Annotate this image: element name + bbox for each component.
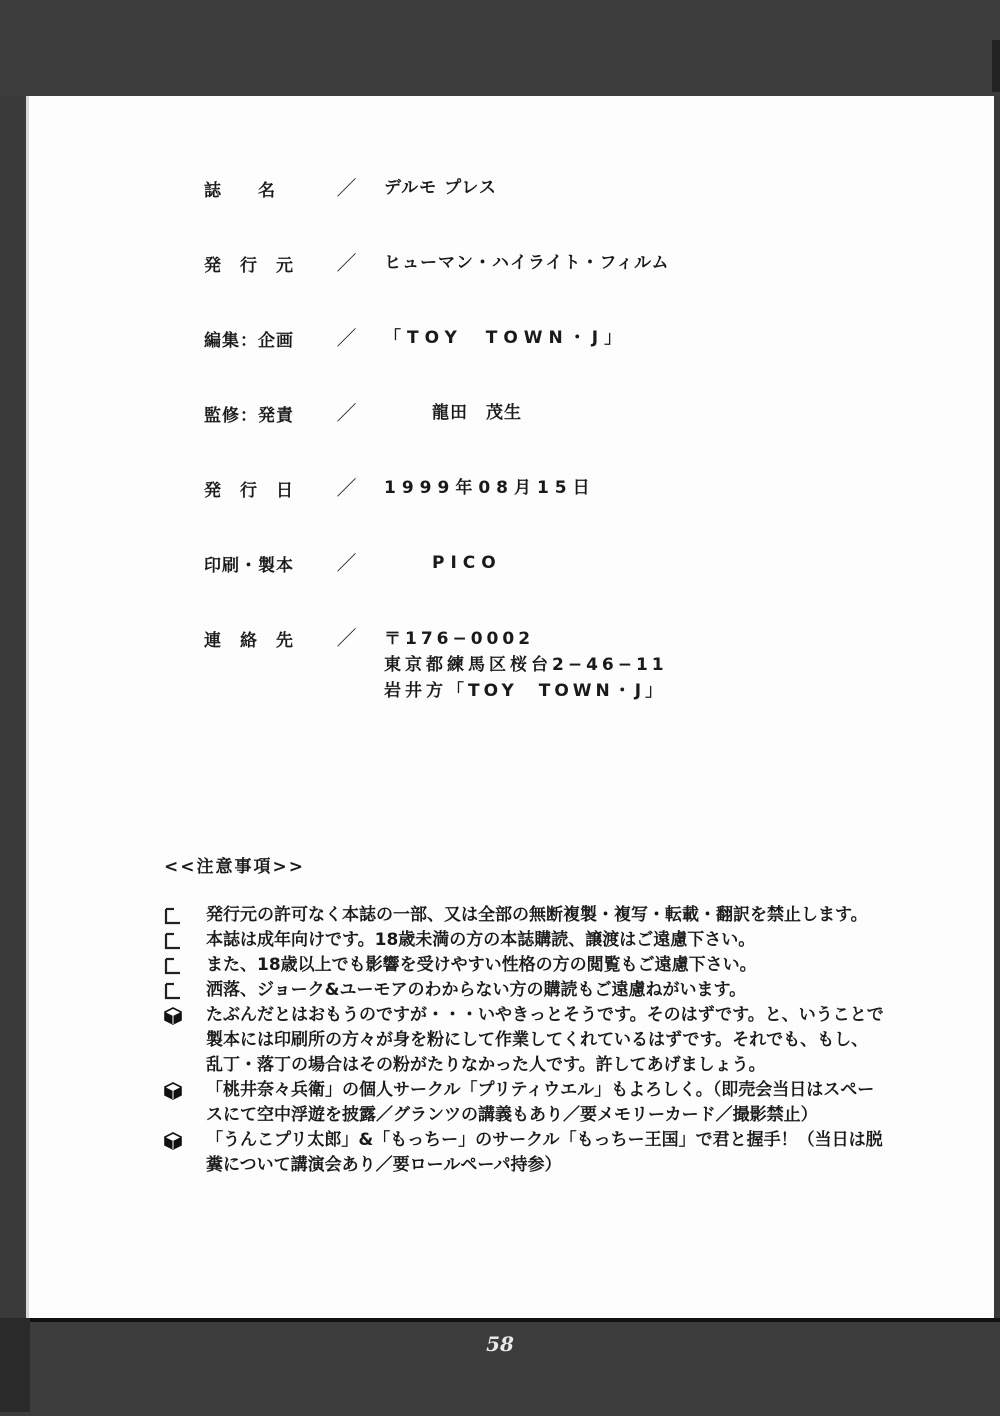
checkbox-icon — [164, 932, 182, 950]
contact-address — [384, 626, 668, 704]
slash: ／ — [336, 251, 358, 275]
colophon-label: 発 行 元 — [204, 256, 294, 276]
slash: ／ — [336, 326, 358, 350]
colophon-value: 龍田 茂生 — [432, 403, 522, 423]
note-text: 本誌は成年向けです。18歳未満の方の本誌購読、譲渡はご遠慮下さい。 — [206, 930, 756, 950]
note-item — [164, 928, 884, 953]
colophon-label: 発 行 日 — [204, 481, 294, 501]
colophon-row-printing — [204, 551, 844, 626]
cube-icon — [164, 1132, 182, 1150]
slash: ／ — [336, 176, 358, 200]
colophon-row-title — [204, 176, 844, 251]
address-care-of: 岩井方「TOY TOWN・J」 — [384, 681, 667, 701]
note-text: 「桃井奈々兵衛」の個人サークル「プリティウエル」もよろしく。（即売会当日はスペースにて空中浮遊を披露／グランツの講義もあり／要メモリーカード／撮影禁止） — [206, 1080, 875, 1125]
checkbox-icon — [164, 957, 182, 975]
address-line: 東京都練馬区桜台2−46−11 — [384, 655, 668, 675]
note-text: たぶんだとはおもうのですが・・・いやきっとそうです。そのはずです。と、いうことで製本には印刷所の方々が身を粉にして作業してくれているはずです。それでも、もし、乱丁・落丁の場合はその粉がたりなかった人です。許してあげましょう。 — [206, 1005, 884, 1075]
notes-title: <<注意事項>> — [164, 857, 305, 877]
note-item — [164, 1128, 884, 1178]
note-item — [164, 1003, 884, 1078]
colophon — [204, 176, 844, 704]
colophon-label: 監修：発責 — [204, 406, 294, 426]
colophon-row-editor — [204, 326, 844, 401]
colophon-label: 誌 名 — [204, 181, 276, 201]
colophon-row-supervisor — [204, 401, 844, 476]
colophon-label: 印刷・製本 — [204, 556, 294, 576]
colophon-label: 編集：企画 — [204, 331, 294, 351]
slash: ／ — [336, 401, 358, 425]
checkbox-icon — [164, 982, 182, 1000]
note-text: 洒落、ジョーク&ユーモアのわからない方の購読もご遠慮ねがいます。 — [206, 980, 747, 1000]
note-item — [164, 903, 884, 928]
slash: ／ — [336, 551, 358, 575]
colophon-value: デルモ プレス — [384, 178, 497, 198]
colophon-value: 「TOY TOWN・J」 — [384, 328, 628, 348]
cube-icon — [164, 1007, 182, 1025]
scan-edge — [0, 1318, 30, 1412]
top-scan-border — [0, 0, 1000, 96]
colophon-row-publisher — [204, 251, 844, 326]
page-number: 58 — [486, 1332, 514, 1356]
notes-section — [164, 852, 884, 1178]
colophon-value: PICO — [432, 553, 502, 573]
colophon-value: ヒューマン・ハイライト・フィルム — [384, 253, 670, 273]
slash: ／ — [336, 626, 358, 650]
note-item — [164, 1078, 884, 1128]
note-text: 「うんこプリ太郎」&「もっちー」のサークル「もっちー王国」で君と握手！（当日は脱糞について講演会あり／要ロールペーパ持参） — [206, 1130, 883, 1175]
checkbox-icon — [164, 907, 182, 925]
note-item — [164, 953, 884, 978]
colophon-label: 連 絡 先 — [204, 631, 294, 651]
note-item — [164, 978, 884, 1003]
cube-icon — [164, 1082, 182, 1100]
colophon-row-date — [204, 476, 844, 551]
colophon-value: 1999年08月15日 — [384, 478, 596, 498]
colophon-row-contact — [204, 626, 844, 704]
note-text: また、18歳以上でも影響を受けやすい性格の方の閲覧もご遠慮下さい。 — [206, 955, 757, 975]
slash: ／ — [336, 476, 358, 500]
note-text: 発行元の許可なく本誌の一部、又は全部の無断複製・複写・転載・翻訳を禁止します。 — [206, 905, 868, 925]
postal-code: 〒176−0002 — [384, 629, 535, 649]
bottom-scan-border — [0, 1318, 1000, 1416]
